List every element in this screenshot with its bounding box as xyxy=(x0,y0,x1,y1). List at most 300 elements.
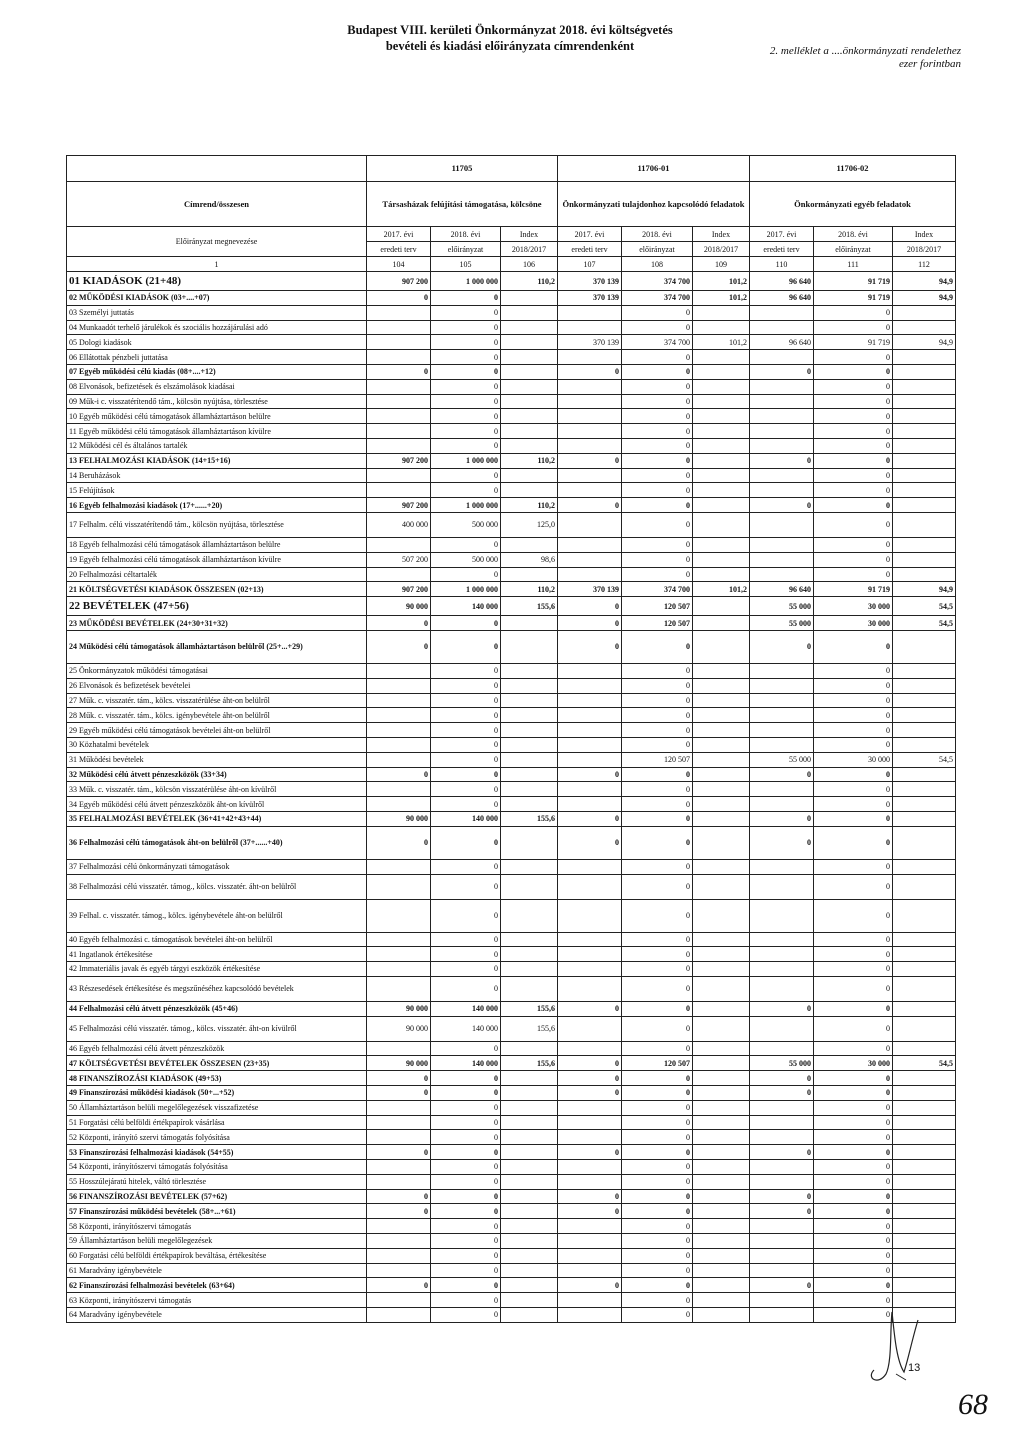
row-value: 0 xyxy=(622,737,693,752)
row-value xyxy=(750,438,814,453)
row-value xyxy=(501,663,558,678)
row-value: 0 xyxy=(367,1204,431,1219)
row-value: 0 xyxy=(750,1145,814,1160)
row-label: 32 Működési célú átvett pénzeszközök (33+34) xyxy=(67,767,367,782)
row-value xyxy=(750,1234,814,1249)
row-value: 0 xyxy=(814,899,893,932)
row-label: 25 Önkormányzatok működési támogatásai xyxy=(67,663,367,678)
left-header-title: Címrend/összesen xyxy=(67,182,367,227)
row-value xyxy=(893,1100,956,1115)
row-value: 0 xyxy=(814,537,893,552)
row-value xyxy=(501,947,558,962)
row-value xyxy=(693,899,750,932)
row-value xyxy=(367,899,431,932)
row-value: 0 xyxy=(622,630,693,663)
row-value: 0 xyxy=(622,1234,693,1249)
table-row xyxy=(67,1130,956,1145)
row-label: 31 Működési bevételek xyxy=(67,752,367,767)
table-row xyxy=(67,305,956,320)
row-value xyxy=(750,305,814,320)
table-row xyxy=(67,364,956,379)
row-value xyxy=(558,859,622,874)
table-row xyxy=(67,767,956,782)
row-value xyxy=(893,1160,956,1175)
row-value: 0 xyxy=(558,1056,622,1071)
row-value: 0 xyxy=(814,693,893,708)
row-value xyxy=(367,1234,431,1249)
row-value xyxy=(367,663,431,678)
row-value xyxy=(367,537,431,552)
table-row xyxy=(67,723,956,738)
row-value: 0 xyxy=(622,874,693,899)
sub-bottom: eredeti terv xyxy=(367,242,431,257)
row-label: 08 Elvonások, befizetések és elszámolások kiadásai xyxy=(67,379,367,394)
row-value xyxy=(693,752,750,767)
signature xyxy=(860,1300,930,1390)
row-value: 55 000 xyxy=(750,597,814,616)
row-value xyxy=(501,1115,558,1130)
row-value xyxy=(750,782,814,797)
row-value xyxy=(893,947,956,962)
row-value: 90 000 xyxy=(367,1001,431,1016)
row-value xyxy=(693,737,750,752)
row-label: 39 Felhal. c. visszatér. támog., kölcs. igénybevétele áht-on belülről xyxy=(67,899,367,932)
row-value: 0 xyxy=(814,567,893,582)
row-value xyxy=(501,379,558,394)
table-row xyxy=(67,811,956,826)
row-value xyxy=(501,1278,558,1293)
row-value: 0 xyxy=(558,811,622,826)
row-label: 16 Egyéb felhalmozási kiadások (17+......+20) xyxy=(67,498,367,513)
table-row xyxy=(67,1174,956,1189)
row-value xyxy=(558,874,622,899)
row-value: 0 xyxy=(431,630,501,663)
row-value xyxy=(501,693,558,708)
row-value xyxy=(893,630,956,663)
row-value xyxy=(893,797,956,812)
row-value xyxy=(693,1174,750,1189)
row-value xyxy=(750,874,814,899)
row-label: 54 Központi, irányítószervi támogatás folyósítása xyxy=(67,1160,367,1175)
row-value: 0 xyxy=(622,678,693,693)
row-value xyxy=(558,797,622,812)
row-value: 0 xyxy=(431,782,501,797)
row-value: 101,2 xyxy=(693,272,750,291)
row-value xyxy=(367,409,431,424)
row-value xyxy=(501,782,558,797)
row-label: 46 Egyéb felhalmozási célú átvett pénzeszközök xyxy=(67,1041,367,1056)
row-value: 0 xyxy=(622,723,693,738)
row-label: 59 Államháztartáson belüli megelőlegezések xyxy=(67,1234,367,1249)
row-value: 30 000 xyxy=(814,752,893,767)
row-value: 0 xyxy=(622,379,693,394)
sub-bottom: előirányzat xyxy=(622,242,693,257)
row-value xyxy=(501,797,558,812)
row-value xyxy=(501,1145,558,1160)
row-value xyxy=(501,305,558,320)
row-value xyxy=(501,291,558,306)
row-value xyxy=(893,811,956,826)
row-value xyxy=(367,567,431,582)
row-value: 0 xyxy=(814,723,893,738)
row-value xyxy=(501,874,558,899)
row-value xyxy=(693,305,750,320)
row-label: 36 Felhalmozási célú támogatások áht-on belülről (37+......+40) xyxy=(67,826,367,859)
row-label: 24 Működési célú támogatások államháztartáson belülről (25+...+29) xyxy=(67,630,367,663)
row-value: 0 xyxy=(622,305,693,320)
row-value: 0 xyxy=(431,537,501,552)
row-value xyxy=(558,1248,622,1263)
row-label: 58 Központi, irányítószervi támogatás xyxy=(67,1219,367,1234)
row-value xyxy=(893,512,956,537)
row-value: 0 xyxy=(431,335,501,350)
row-value: 0 xyxy=(814,1204,893,1219)
row-value xyxy=(693,826,750,859)
row-value: 54,5 xyxy=(893,597,956,616)
row-label: 35 FELHALMOZÁSI BEVÉTELEK (36+41+42+43+44) xyxy=(67,811,367,826)
row-value xyxy=(693,597,750,616)
row-value xyxy=(693,811,750,826)
row-value xyxy=(893,1263,956,1278)
row-value: 30 000 xyxy=(814,597,893,616)
sub-bottom: 2018/2017 xyxy=(893,242,956,257)
row-value: 0 xyxy=(431,976,501,1001)
row-value: 0 xyxy=(814,1189,893,1204)
row-value: 94,9 xyxy=(893,582,956,597)
row-value: 0 xyxy=(622,1001,693,1016)
row-value xyxy=(693,453,750,468)
sub-top: 2018. évi xyxy=(431,227,501,242)
table-row xyxy=(67,1145,956,1160)
table-row xyxy=(67,512,956,537)
row-value: 55 000 xyxy=(750,1056,814,1071)
row-label: 64 Maradvány igénybevétele xyxy=(67,1308,367,1323)
row-value xyxy=(750,976,814,1001)
row-value: 0 xyxy=(558,1145,622,1160)
row-value: 0 xyxy=(431,723,501,738)
row-label: 50 Államháztartáson belüli megelőlegezések visszafizetése xyxy=(67,1100,367,1115)
table-row xyxy=(67,693,956,708)
row-value: 0 xyxy=(814,782,893,797)
row-value xyxy=(501,708,558,723)
row-value xyxy=(893,737,956,752)
row-value xyxy=(693,468,750,483)
row-value xyxy=(693,708,750,723)
row-value: 0 xyxy=(622,947,693,962)
row-label: 02 MŰKÖDÉSI KIADÁSOK (03+....+07) xyxy=(67,291,367,306)
column-number: 106 xyxy=(501,257,558,272)
row-value xyxy=(367,962,431,977)
row-value xyxy=(558,379,622,394)
row-value: 0 xyxy=(431,379,501,394)
row-value: 374 700 xyxy=(622,335,693,350)
table-row xyxy=(67,1219,956,1234)
row-label: 30 Közhatalmi bevételek xyxy=(67,737,367,752)
row-value: 0 xyxy=(622,350,693,365)
row-value: 0 xyxy=(431,752,501,767)
row-value: 0 xyxy=(750,1071,814,1086)
row-value xyxy=(893,826,956,859)
column-number: 111 xyxy=(814,257,893,272)
row-value xyxy=(750,1130,814,1145)
row-value: 0 xyxy=(814,1174,893,1189)
row-value xyxy=(750,483,814,498)
row-value: 1 000 000 xyxy=(431,582,501,597)
row-value xyxy=(893,424,956,439)
row-value: 0 xyxy=(622,782,693,797)
row-label: 33 Műk. c. visszatér. tám., kölcsön visszatérülése áht-on kívülről xyxy=(67,782,367,797)
row-value: 0 xyxy=(814,1071,893,1086)
row-label: 20 Felhalmozási céltartalék xyxy=(67,567,367,582)
row-value: 0 xyxy=(814,498,893,513)
row-value xyxy=(893,767,956,782)
row-value xyxy=(893,409,956,424)
row-label: 21 KÖLTSÉGVETÉSI KIADÁSOK ÖSSZESEN (02+13) xyxy=(67,582,367,597)
row-value xyxy=(750,797,814,812)
row-value: 140 000 xyxy=(431,811,501,826)
row-value xyxy=(367,752,431,767)
row-value: 0 xyxy=(431,1086,501,1101)
row-value: 120 507 xyxy=(622,752,693,767)
row-value xyxy=(893,537,956,552)
row-value xyxy=(367,335,431,350)
row-value: 0 xyxy=(750,1204,814,1219)
row-value xyxy=(893,1219,956,1234)
row-value xyxy=(893,874,956,899)
row-value xyxy=(367,797,431,812)
row-value xyxy=(693,1115,750,1130)
row-value: 0 xyxy=(431,1130,501,1145)
group-name-1: Társasházak felújítási támogatása, kölcsöne xyxy=(367,182,558,227)
row-value xyxy=(558,976,622,1001)
table-row xyxy=(67,708,956,723)
row-value xyxy=(693,1100,750,1115)
row-value: 0 xyxy=(814,678,893,693)
row-value xyxy=(558,483,622,498)
row-value xyxy=(893,693,956,708)
row-value xyxy=(750,1174,814,1189)
row-value xyxy=(558,1130,622,1145)
row-label: 03 Személyi juttatás xyxy=(67,305,367,320)
row-value xyxy=(501,1293,558,1308)
row-value xyxy=(501,364,558,379)
row-value: 0 xyxy=(814,1263,893,1278)
row-value: 0 xyxy=(814,1041,893,1056)
row-value xyxy=(558,932,622,947)
row-value: 0 xyxy=(814,379,893,394)
row-value xyxy=(367,1041,431,1056)
row-value xyxy=(693,1086,750,1101)
row-value xyxy=(501,394,558,409)
table-row xyxy=(67,797,956,812)
row-label: 01 KIADÁSOK (21+48) xyxy=(67,272,367,291)
row-value: 0 xyxy=(558,1278,622,1293)
row-value xyxy=(750,394,814,409)
row-value xyxy=(893,1130,956,1145)
row-value xyxy=(501,1308,558,1323)
row-value: 0 xyxy=(622,1219,693,1234)
column-number: 1 xyxy=(67,257,367,272)
row-value: 0 xyxy=(814,932,893,947)
sub-top: Index xyxy=(501,227,558,242)
row-value xyxy=(501,826,558,859)
row-label: 22 BEVÉTELEK (47+56) xyxy=(67,597,367,616)
row-value xyxy=(558,567,622,582)
row-value xyxy=(693,1056,750,1071)
table-row xyxy=(67,409,956,424)
table-row xyxy=(67,1100,956,1115)
row-value: 0 xyxy=(558,616,622,631)
row-value: 0 xyxy=(814,1160,893,1175)
row-value xyxy=(558,1016,622,1041)
row-value: 0 xyxy=(622,962,693,977)
sub-bottom: 2018/2017 xyxy=(693,242,750,257)
row-value xyxy=(693,630,750,663)
row-value xyxy=(750,737,814,752)
row-value: 0 xyxy=(622,320,693,335)
row-value xyxy=(750,859,814,874)
row-value xyxy=(893,678,956,693)
row-value xyxy=(693,1001,750,1016)
row-value: 0 xyxy=(622,483,693,498)
row-value: 0 xyxy=(814,1130,893,1145)
row-value xyxy=(558,1234,622,1249)
row-label: 52 Központi, irányító szervi támogatás folyósítása xyxy=(67,1130,367,1145)
row-value: 91 719 xyxy=(814,335,893,350)
row-value xyxy=(893,962,956,977)
row-value xyxy=(367,782,431,797)
row-value xyxy=(893,394,956,409)
row-value xyxy=(693,364,750,379)
row-value xyxy=(693,1248,750,1263)
row-value xyxy=(750,947,814,962)
row-value: 0 xyxy=(622,1308,693,1323)
row-value xyxy=(893,1234,956,1249)
row-value xyxy=(558,723,622,738)
row-value xyxy=(501,438,558,453)
row-value xyxy=(501,335,558,350)
row-value xyxy=(558,424,622,439)
row-value xyxy=(750,1160,814,1175)
row-value: 370 139 xyxy=(558,272,622,291)
row-value xyxy=(558,1041,622,1056)
row-label: 34 Egyéb működési célú átvett pénzeszközök áht-on kívülről xyxy=(67,797,367,812)
row-value: 0 xyxy=(814,320,893,335)
row-value xyxy=(693,424,750,439)
row-value: 155,6 xyxy=(501,1001,558,1016)
row-value: 0 xyxy=(431,874,501,899)
row-value: 0 xyxy=(622,1041,693,1056)
row-value xyxy=(693,1016,750,1041)
row-value: 0 xyxy=(622,811,693,826)
row-value: 0 xyxy=(367,1189,431,1204)
row-label: 19 Egyéb felhalmozási célú támogatások államháztartáson kívülre xyxy=(67,552,367,567)
row-value: 0 xyxy=(431,797,501,812)
row-label: 11 Egyéb működési célú támogatások államháztartáson kívülre xyxy=(67,424,367,439)
row-label: 26 Elvonások és befizetések bevételei xyxy=(67,678,367,693)
group-code-3: 11706-02 xyxy=(750,156,956,182)
row-value: 0 xyxy=(558,597,622,616)
row-value xyxy=(367,723,431,738)
table-row xyxy=(67,1001,956,1016)
row-value xyxy=(893,320,956,335)
title-line-2: bevételi és kiadási előirányzata címrendenként xyxy=(385,39,635,53)
row-value: 0 xyxy=(622,859,693,874)
row-value xyxy=(750,678,814,693)
row-value xyxy=(501,630,558,663)
row-value: 0 xyxy=(558,453,622,468)
row-value xyxy=(367,1219,431,1234)
row-value: 0 xyxy=(622,797,693,812)
row-value: 0 xyxy=(814,1086,893,1101)
row-value xyxy=(893,379,956,394)
group-name-3: Önkormányzati egyéb feladatok xyxy=(750,182,956,227)
row-value: 125,0 xyxy=(501,512,558,537)
row-value: 1 000 000 xyxy=(431,272,501,291)
row-value: 0 xyxy=(431,291,501,306)
row-value xyxy=(750,320,814,335)
row-value: 91 719 xyxy=(814,582,893,597)
row-value: 0 xyxy=(431,1189,501,1204)
row-value: 96 640 xyxy=(750,272,814,291)
row-value: 55 000 xyxy=(750,752,814,767)
row-label: 29 Egyéb működési célú támogatások bevételei áht-on belülről xyxy=(67,723,367,738)
table-row xyxy=(67,272,956,291)
sub-top: 2017. évi xyxy=(558,227,622,242)
row-value xyxy=(367,1115,431,1130)
row-value: 0 xyxy=(431,438,501,453)
row-label: 37 Felhalmozási célú önkormányzati támogatások xyxy=(67,859,367,874)
row-value: 0 xyxy=(814,1248,893,1263)
row-value: 110,2 xyxy=(501,498,558,513)
row-value xyxy=(367,737,431,752)
row-value: 0 xyxy=(431,1293,501,1308)
row-value xyxy=(693,723,750,738)
row-value: 140 000 xyxy=(431,1016,501,1041)
row-value: 0 xyxy=(814,453,893,468)
row-value: 0 xyxy=(750,1189,814,1204)
table-row xyxy=(67,582,956,597)
row-label: 49 Finanszírozási működési kiadások (50+...+52) xyxy=(67,1086,367,1101)
column-number: 107 xyxy=(558,257,622,272)
row-value xyxy=(501,737,558,752)
row-value xyxy=(501,616,558,631)
row-value: 0 xyxy=(750,630,814,663)
row-value xyxy=(750,409,814,424)
table-row xyxy=(67,335,956,350)
row-value: 0 xyxy=(431,932,501,947)
row-value xyxy=(693,1041,750,1056)
row-value xyxy=(501,962,558,977)
row-value xyxy=(367,305,431,320)
row-value xyxy=(558,752,622,767)
header-blank xyxy=(67,156,367,182)
row-value: 0 xyxy=(367,616,431,631)
table-row xyxy=(67,1293,956,1308)
row-value: 140 000 xyxy=(431,597,501,616)
row-value xyxy=(558,537,622,552)
row-value xyxy=(501,320,558,335)
row-value: 0 xyxy=(622,512,693,537)
row-value xyxy=(693,932,750,947)
row-value xyxy=(501,1204,558,1219)
row-label: 61 Maradvány igénybevétele xyxy=(67,1263,367,1278)
table-row xyxy=(67,320,956,335)
row-value xyxy=(893,453,956,468)
row-value: 54,5 xyxy=(893,1056,956,1071)
table-row xyxy=(67,537,956,552)
table-row xyxy=(67,453,956,468)
